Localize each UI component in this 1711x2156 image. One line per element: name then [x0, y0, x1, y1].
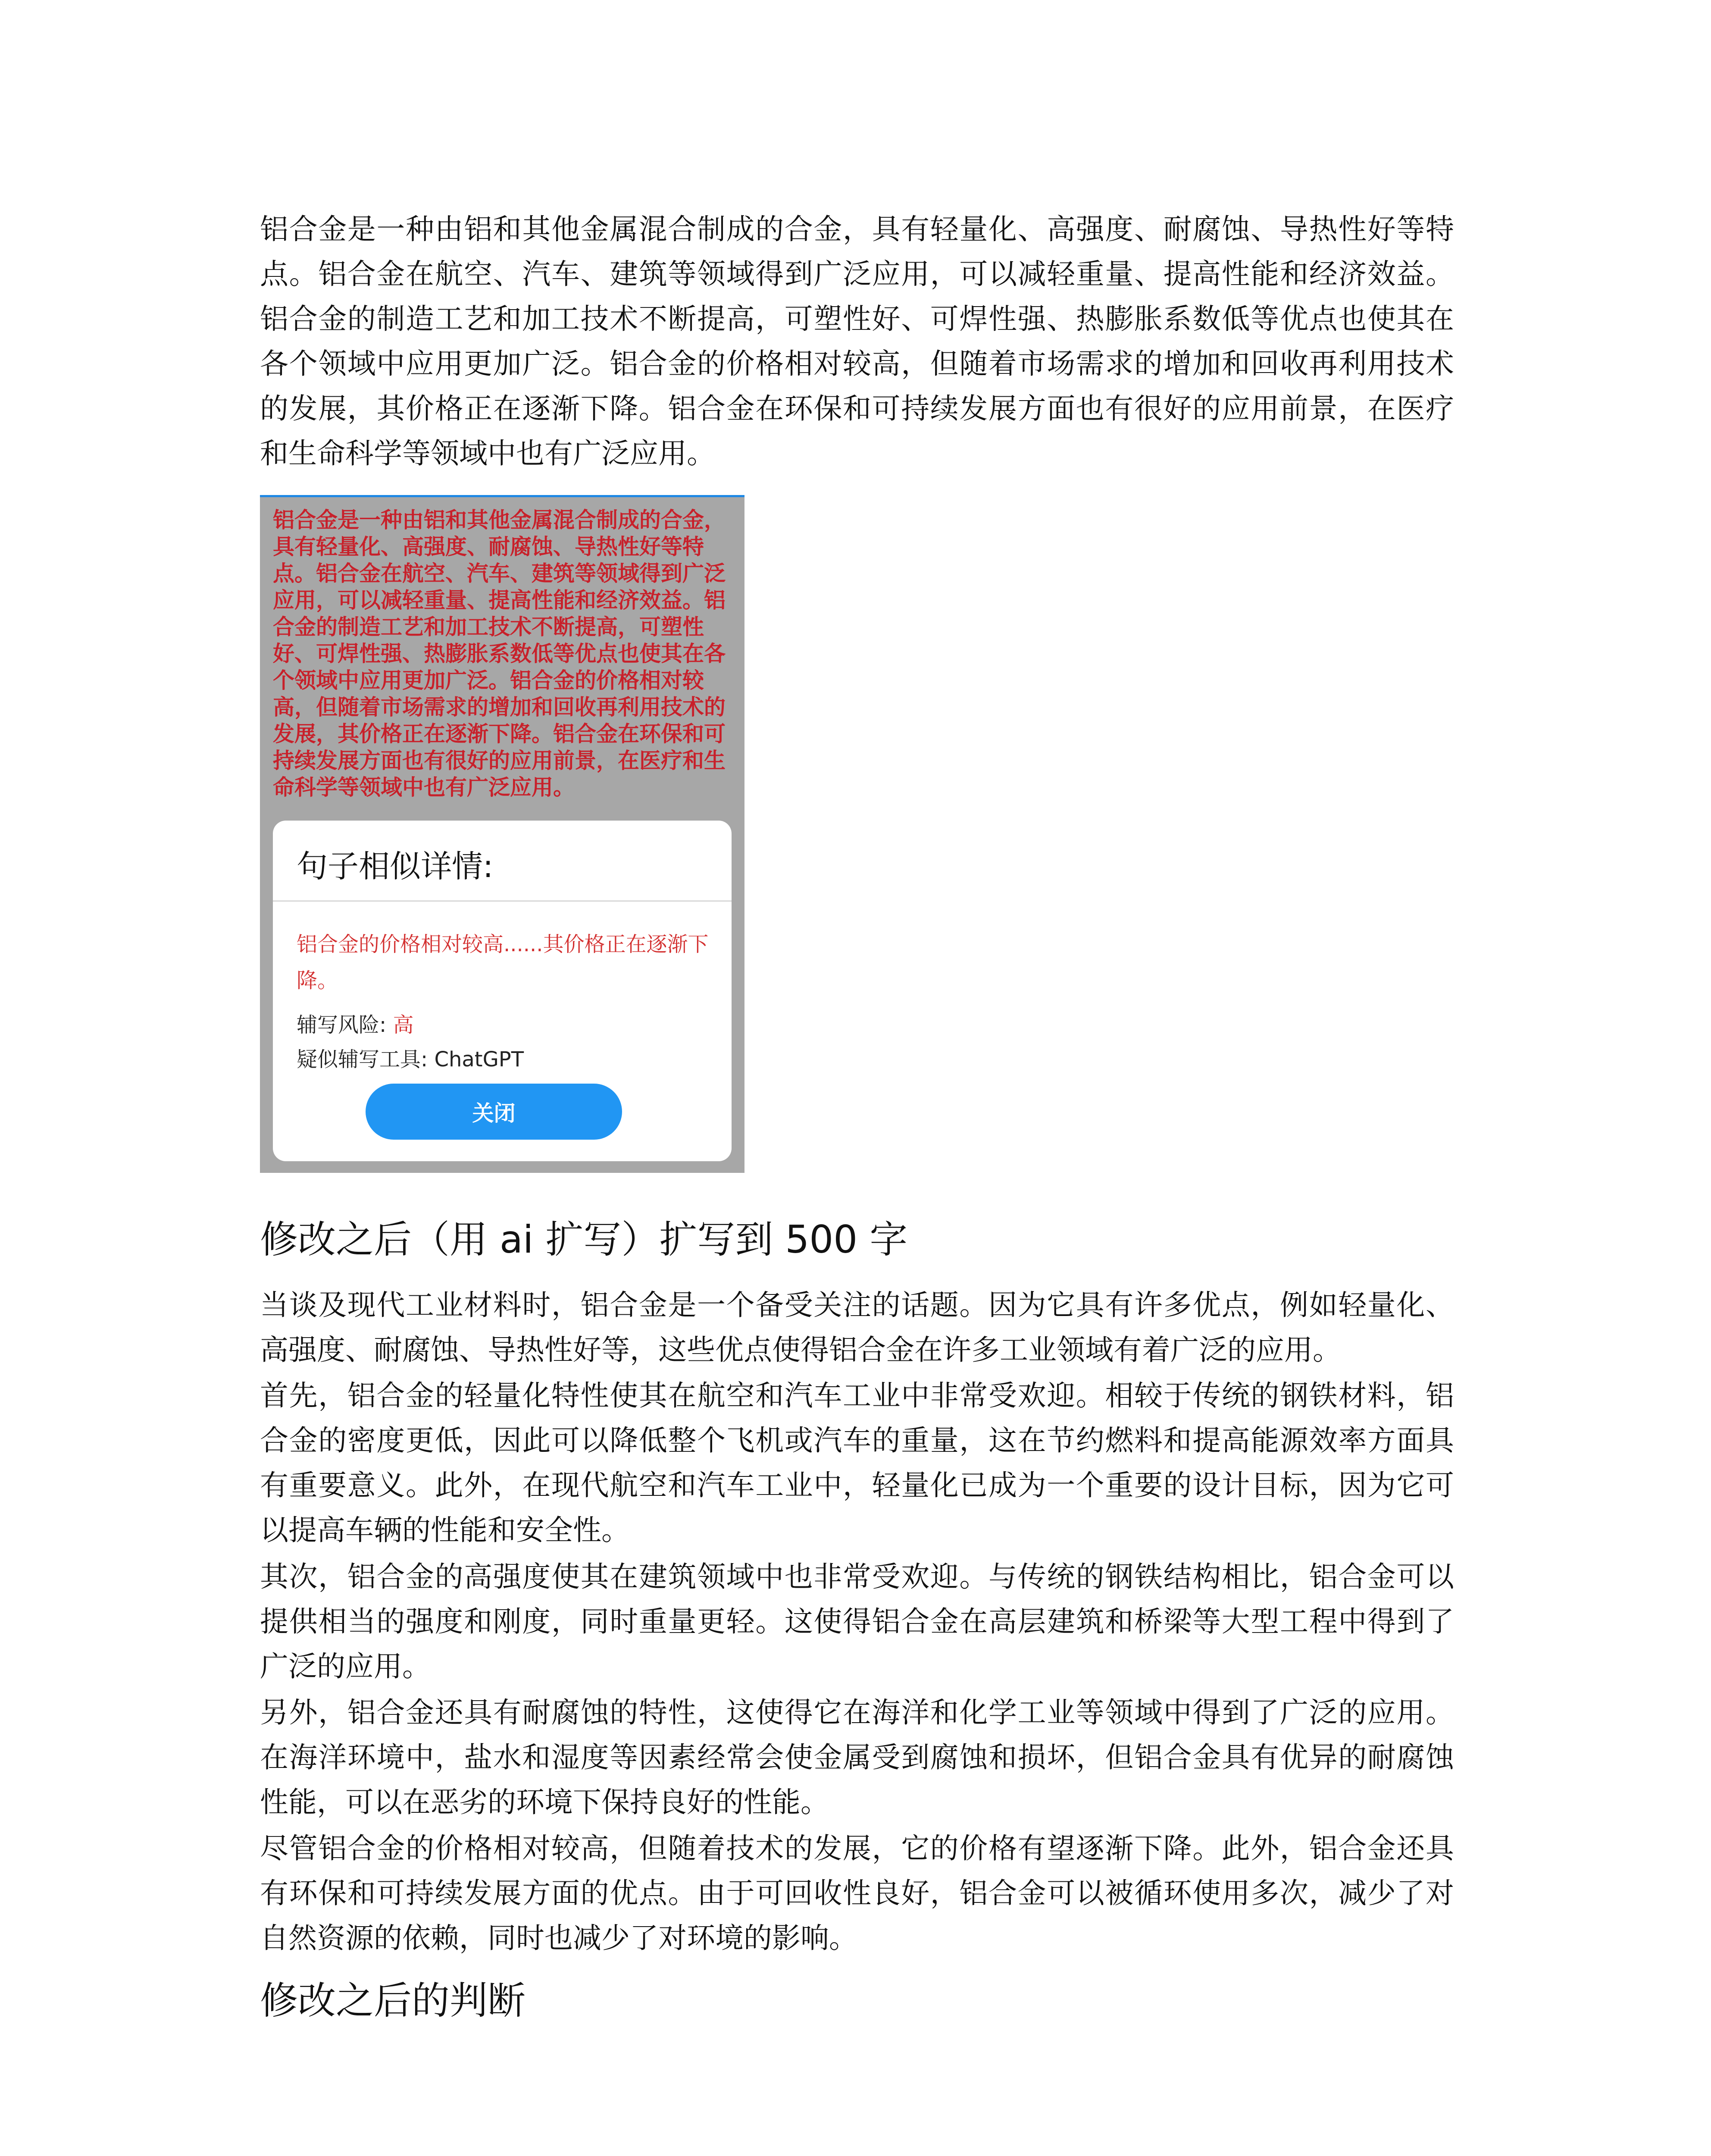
- section-heading-expand: 修改之后（用 ai 扩写）扩写到 500 字: [260, 1217, 908, 1262]
- risk-label: 辅写风险:: [297, 1013, 393, 1037]
- similar-sentence: 铝合金的价格相对较高......其价格正在逐渐下降。: [297, 932, 709, 993]
- expanded-paragraph-5: 尽管铝合金的价格相对较高，但随着技术的发展，它的价格有望逐渐下降。此外，铝合金还具有环保和可持续发展方面的优点。由于可回收性良好，铝合金可以被循环使用多次，减少了对自然资源的依赖，同时也减少了对环境的影响。: [260, 1832, 1454, 1955]
- intro-paragraph: 铝合金是一种由铝和其他金属混合制成的合金，具有轻量化、高强度、耐腐蚀、导热性好等特点。铝合金在航空、汽车、建筑等领域得到广泛应用，可以减轻重量、提高性能和经济效益。铝合金的制造工艺和加工技术不断提高，可塑性好、可焊性强、热膨胀系数低等优点也使其在各个领域中应用更加广泛。铝合金的价格相对较高，但随着市场需求的增加和回收再利用技术的发展，其价格正在逐渐下降。铝合金在环保和可持续发展方面也有很好的应用前景，在医疗和生命科学等领域中也有广泛应用。: [260, 213, 1454, 470]
- detection-screenshot: [260, 495, 744, 1173]
- expanded-paragraph-1: 当谈及现代工业材料时，铝合金是一个备受关注的话题。因为它具有许多优点，例如轻量化、高强度、耐腐蚀、导热性好等，这些优点使得铝合金在许多工业领域有着广泛的应用。: [260, 1288, 1454, 1366]
- similarity-dialog: [273, 821, 732, 1161]
- dialog-divider: [273, 900, 732, 902]
- risk-value: 高: [393, 1013, 414, 1037]
- highlighted-text: 铝合金是一种由铝和其他金属混合制成的合金，具有轻量化、高强度、耐腐蚀、导热性好等特点。铝合金在航空、汽车、建筑等领域得到广泛应用，可以减轻重量、提高性能和经济效益。铝合金的制造工艺和加工技术不断提高，可塑性好、可焊性强、热膨胀系数低等优点也使其在各个领域中应用更加广泛。铝合金的价格相对较高，但随着市场需求的增加和回收再利用技术的发展，其价格正在逐渐下降。铝合金在环保和可持续发展方面也有很好的应用前景，在医疗和生命科学等领域中也有广泛应用。: [273, 508, 726, 800]
- tool-label: 疑似辅写工具:: [297, 1047, 435, 1072]
- section-heading-judge: 修改之后的判断: [260, 1978, 526, 2023]
- dialog-title: 句子相似详情:: [297, 848, 494, 884]
- risk-row: [297, 1008, 413, 1038]
- tool-value: ChatGPT: [434, 1047, 524, 1072]
- tool-row: [297, 1043, 524, 1072]
- expanded-paragraph-3: 其次，铝合金的高强度使其在建筑领域中也非常受欢迎。与传统的钢铁结构相比，铝合金可以提供相当的强度和刚度，同时重量更轻。这使得铝合金在高层建筑和桥梁等大型工程中得到了广泛的应用。: [260, 1560, 1454, 1683]
- expanded-paragraph-2: 首先，铝合金的轻量化特性使其在航空和汽车工业中非常受欢迎。相较于传统的钢铁材料，铝合金的密度更低，因此可以降低整个飞机或汽车的重量，这在节约燃料和提高能源效率方面具有重要意义。此外，在现代航空和汽车工业中，轻量化已成为一个重要的设计目标，因为它可以提高车辆的性能和安全性。: [260, 1379, 1454, 1547]
- close-button[interactable]: 关闭: [366, 1084, 622, 1140]
- expanded-paragraph-4: 另外，铝合金还具有耐腐蚀的特性，这使得它在海洋和化学工业等领域中得到了广泛的应用。在海洋环境中，盐水和湿度等因素经常会使金属受到腐蚀和损坏，但铝合金具有优异的耐腐蚀性能，可以在恶劣的环境下保持良好的性能。: [260, 1696, 1454, 1819]
